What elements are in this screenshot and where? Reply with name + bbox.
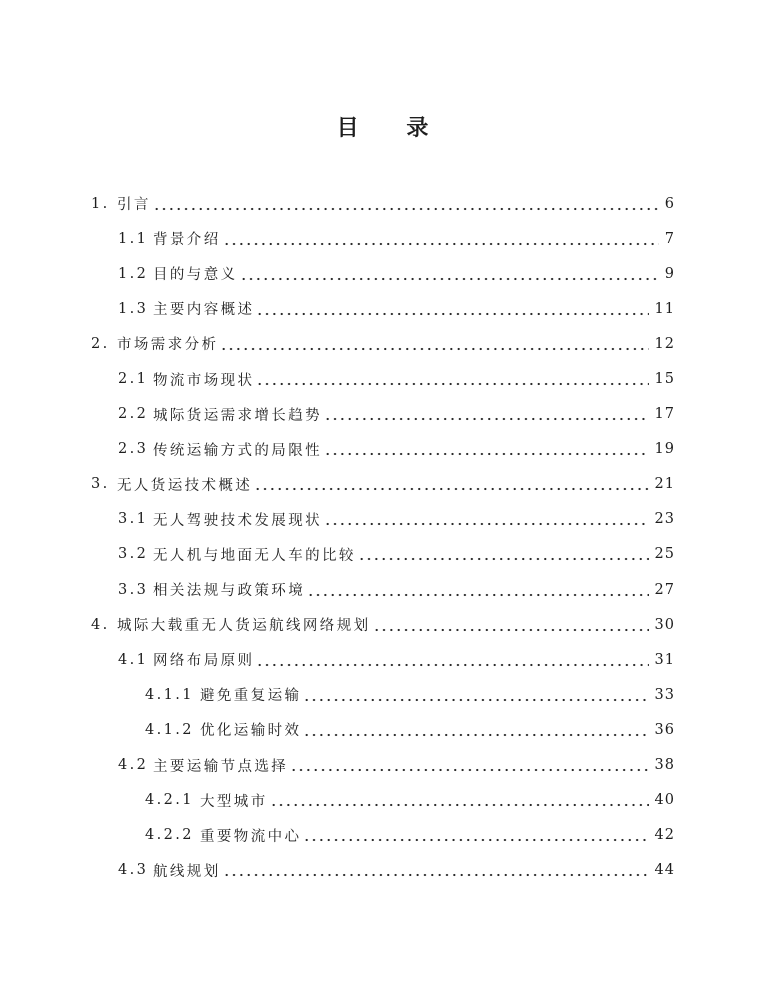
entry-page-number: 25 [654,546,675,563]
toc-entry[interactable] [0,186,765,221]
entry-page-number: 21 [654,476,675,493]
entry-number: 3.1 [118,511,149,528]
entry-page-number: 19 [654,441,675,458]
toc-entry[interactable] [0,502,765,537]
toc-entry[interactable] [0,607,765,642]
dot-leader [303,733,648,737]
entry-title: 城际大载重无人货运航线网络规划 [117,618,371,635]
entry-number: 1.3 [118,300,149,317]
dot-leader [240,277,659,281]
dot-leader [256,663,648,667]
entry-page-number: 40 [654,792,675,809]
entry-page-number: 23 [654,511,675,528]
dot-leader [223,242,659,246]
toc-entry[interactable] [0,783,765,818]
entry-number: 4. [91,616,110,633]
dot-leader [270,803,649,807]
toc-entry[interactable] [0,361,765,396]
entry-title: 航线规划 [153,863,221,880]
entry-number: 4.2.2 [145,827,194,844]
entry-title: 优化运输时效 [200,723,302,740]
entry-title: 无人机与地面无人车的比较 [153,547,356,564]
entry-page-number: 33 [654,686,675,703]
dot-leader [373,628,649,632]
entry-number: 4.1.2 [145,721,194,738]
dot-leader [220,347,648,351]
entry-page-number: 44 [654,862,675,879]
entry-number: 1.2 [118,265,149,282]
entry-title: 市场需求分析 [117,337,219,354]
dot-leader [223,873,649,877]
toc-entry[interactable] [0,572,765,607]
entry-title: 城际货运需求增长趋势 [153,407,322,424]
toc-entry[interactable] [0,642,765,677]
dot-leader [324,452,649,456]
entry-page-number: 12 [654,335,675,352]
entry-number: 2.1 [118,371,149,388]
entry-number: 1. [91,195,110,212]
entry-title: 避免重复运输 [200,688,302,705]
toc-entry[interactable] [0,326,765,361]
entry-page-number: 11 [654,300,675,317]
entry-title: 主要内容概述 [153,302,255,319]
entry-page-number: 15 [654,371,675,388]
toc-entry[interactable] [0,256,765,291]
toc-entry[interactable] [0,818,765,853]
dot-leader [153,207,659,211]
dot-leader [290,768,648,772]
dot-leader [254,487,648,491]
entry-title: 主要运输节点选择 [153,758,289,775]
dot-leader [303,698,648,702]
entry-title: 重要物流中心 [200,828,302,845]
entry-page-number: 6 [664,195,675,212]
entry-page-number: 17 [654,406,675,423]
toc-entry[interactable] [0,748,765,783]
entry-page-number: 38 [654,757,675,774]
toc-entry[interactable] [0,291,765,326]
dot-leader [324,522,649,526]
dot-leader [358,557,649,561]
entry-title: 目的与意义 [153,267,238,284]
entry-number: 3.2 [118,546,149,563]
entry-number: 2.3 [118,441,149,458]
entry-page-number: 7 [664,230,675,247]
dot-leader [324,417,649,421]
entry-title: 网络布局原则 [153,653,255,670]
entry-title: 传统运输方式的局限性 [153,442,322,459]
entry-page-number: 30 [654,616,675,633]
toc-entry[interactable] [0,397,765,432]
toc-entry[interactable] [0,221,765,256]
toc-entry[interactable] [0,853,765,888]
entry-title: 大型城市 [200,793,268,810]
entry-number: 2. [91,335,110,352]
toc-entry[interactable] [0,432,765,467]
entry-number: 4.2.1 [145,792,194,809]
entry-number: 4.1 [118,651,149,668]
entry-number: 4.2 [118,757,149,774]
entry-title: 引言 [117,197,151,214]
entry-page-number: 31 [654,651,675,668]
dot-leader [307,593,648,597]
entry-number: 3. [91,476,110,493]
entry-title: 无人货运技术概述 [117,477,253,494]
entry-number: 1.1 [118,230,149,247]
table-of-contents [0,186,765,888]
dot-leader [256,382,648,386]
entry-number: 3.3 [118,581,149,598]
entry-number: 2.2 [118,406,149,423]
entry-title: 无人驾驶技术发展现状 [153,512,322,529]
entry-title: 背景介绍 [153,232,221,249]
toc-entry[interactable] [0,677,765,712]
entry-number: 4.1.1 [145,686,194,703]
dot-leader [303,838,648,842]
entry-page-number: 27 [654,581,675,598]
entry-page-number: 42 [654,827,675,844]
toc-entry[interactable] [0,537,765,572]
entry-number: 4.3 [118,862,149,879]
entry-page-number: 9 [664,265,675,282]
entry-page-number: 36 [654,721,675,738]
entry-title: 物流市场现状 [153,372,255,389]
dot-leader [256,312,648,316]
toc-entry[interactable] [0,467,765,502]
entry-title: 相关法规与政策环境 [153,583,306,600]
toc-entry[interactable] [0,712,765,747]
toc-title: 目 录 [336,115,429,141]
